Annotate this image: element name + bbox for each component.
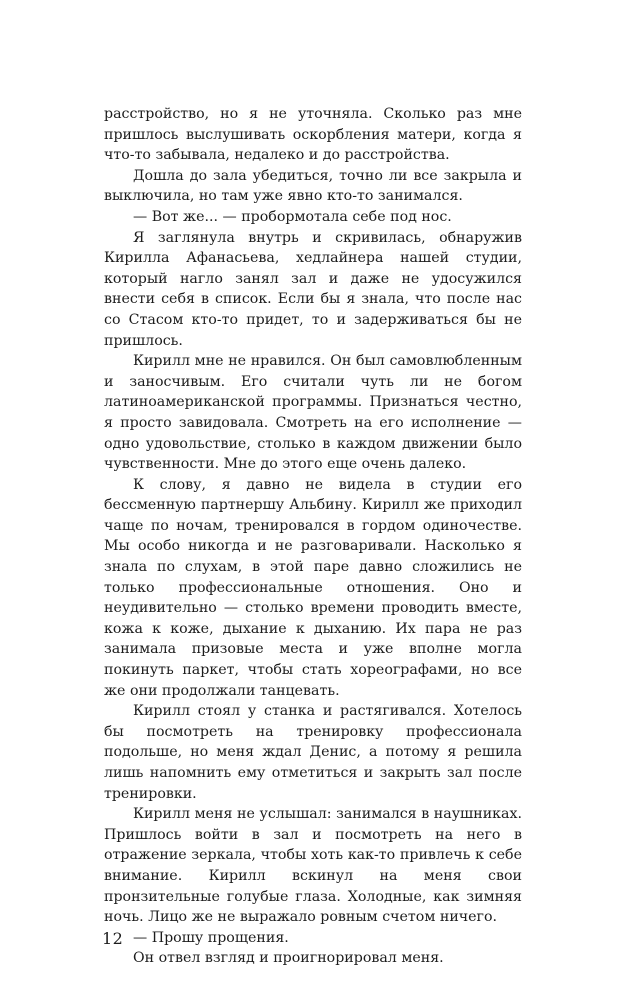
- paragraph: Я заглянула внутрь и скривилась, обнаружив Кирилла Афанасьева, хедлайнера нашей студии, который нагло занял зал и даже не удосужился внести себя в список. Если бы я знала, что после нас со Стасом кто-то придет, то и задерживаться бы не пришлось.: [104, 229, 522, 349]
- paragraph: Он отвел взгляд и проигнорировал меня.: [133, 950, 444, 967]
- paragraph: Дошла до зала убедиться, точно ли все закрыла и выключила, но там уже явно кто-то занимался.: [104, 167, 522, 205]
- paragraph: Кирилл меня не услышал: занимался в наушниках. Пришлось войти в зал и посмотреть на него в отражение зеркала, чтобы хоть как-то привлечь к себе внимание. Кирилл вскинул на меня свои пронзительные голубые глаза. Холодные, как зимняя ночь. Лицо же не выражало ровным счетом ничего.: [104, 806, 522, 926]
- paragraph: — Прошу прощения.: [133, 929, 289, 946]
- paragraph: Кирилл мне не нравился. Он был самовлюбленным и заносчивым. Его считали чуть ли не богом латиноамериканской программы. Признаться честно, я просто завидовала. Смотреть на его исполнение — одно удовольствие, столько в каждом движении было чувственности. Мне до этого еще очень далеко.: [104, 353, 522, 473]
- paragraph: Кирилл стоял у станка и растягивался. Хотелось бы посмотреть на тренировку профессионала подольше, но меня ждал Денис, а потому я решила лишь напомнить ему отметиться и закрыть зал после тренировки.: [104, 703, 522, 802]
- body-text: [104, 104, 522, 969]
- paragraph: К слову, я давно не видела в студии его бессменную партнершу Альбину. Кирилл же приходил чаще по ночам, тренировался в гордом одиночестве. Мы особо никогда и не разговаривали. Насколько я знала по слухам, в этой паре давно сложились не только профессиональные отношения. Оно и неудивительно — столько времени проводить вместе, кожа к коже, дыхание к дыханию. Их пара не раз занимала призовые места и уже вполне могла покинуть паркет, чтобы стать хореографами, но все же они продолжали танцевать.: [104, 476, 522, 699]
- paragraph: расстройство, но я не уточняла. Сколько раз мне пришлось выслушивать оскорбления матери, когда я что-то забывала, недалеко и до расстройства.: [104, 106, 522, 164]
- paragraph: — Вот же... — пробормотала себе под нос.: [133, 208, 452, 225]
- page-number: 12: [102, 929, 124, 948]
